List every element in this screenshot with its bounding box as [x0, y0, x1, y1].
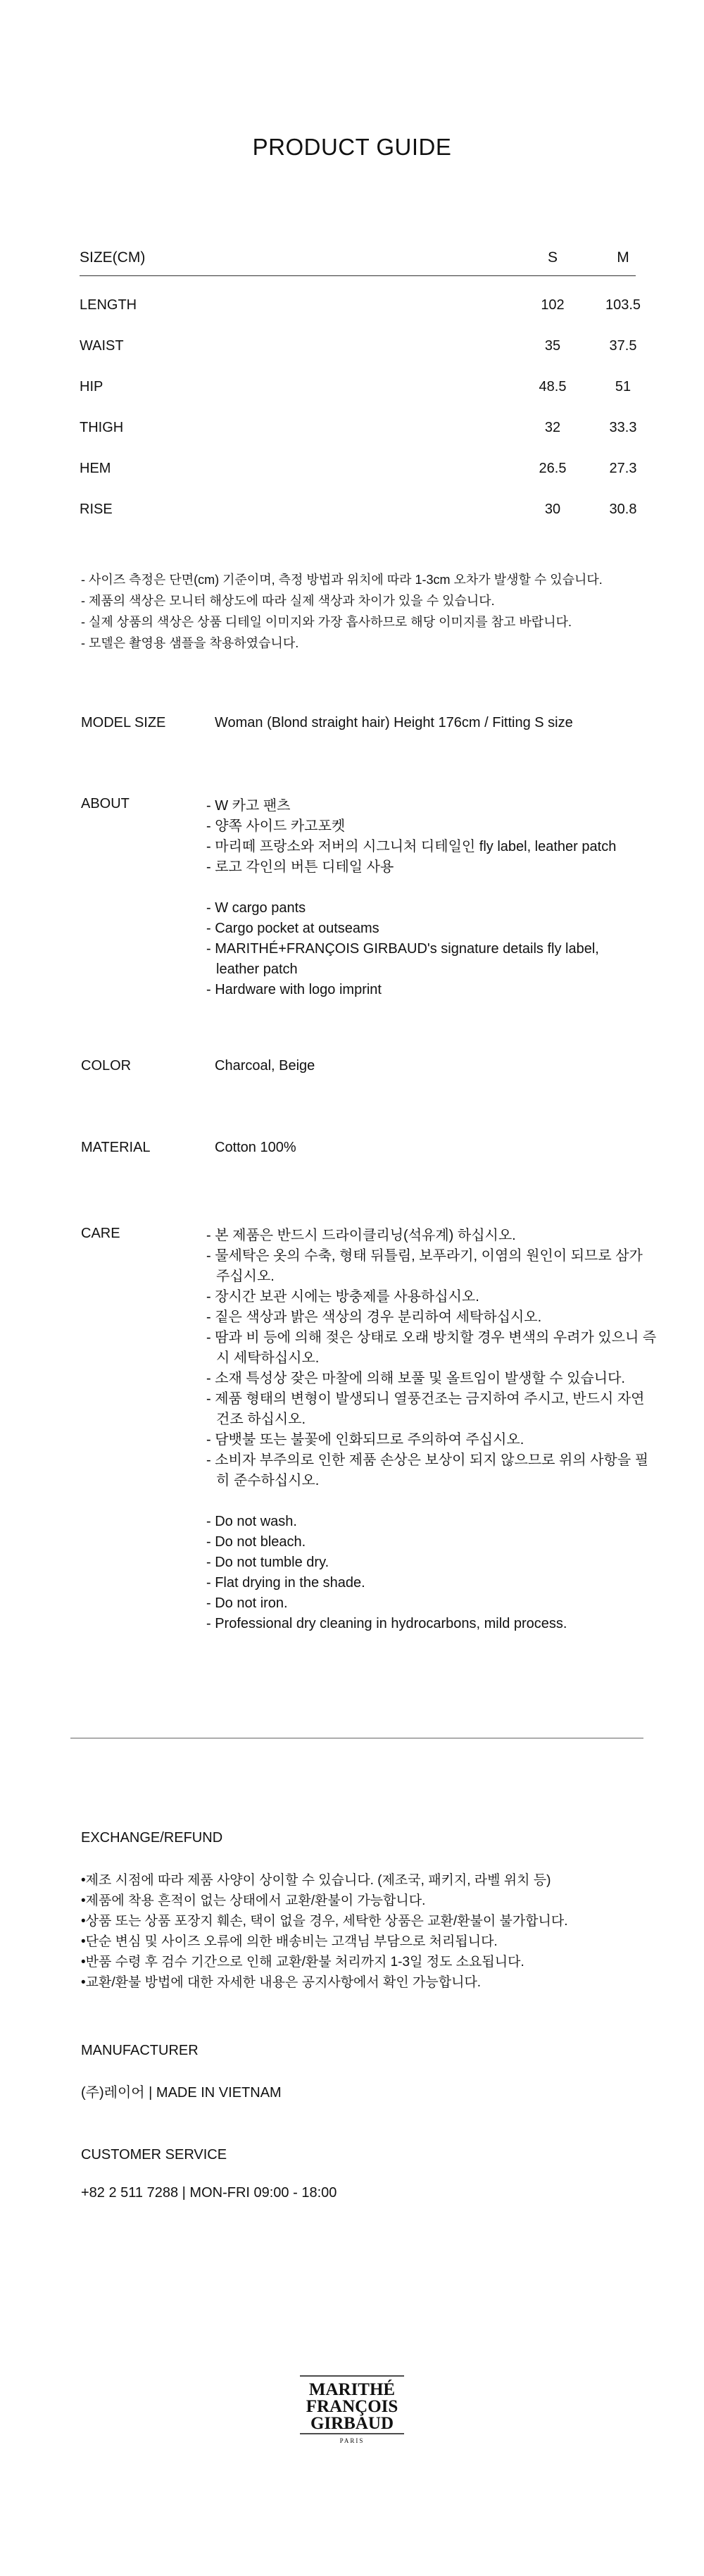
logo-line-3: GIRBAUD: [310, 2414, 394, 2433]
care-item: - 담뱃불 또는 불꽃에 인화되므로 주의하여 주십시오.: [206, 1432, 524, 1448]
care-item: - Do not iron.: [206, 1595, 288, 1611]
row-value-s: 102: [541, 297, 565, 313]
size-s-header: S: [547, 249, 558, 266]
page-title: PRODUCT GUIDE: [252, 134, 452, 160]
row-value-m: 33.3: [609, 420, 637, 435]
about-item: - W cargo pants: [206, 900, 306, 916]
row-value-s: 30: [544, 502, 561, 517]
care-item: - Flat drying in the shade.: [206, 1575, 365, 1591]
list-item: •반품 수령 후 검수 기간으로 인해 교환/환불 처리까지 1-3일 정도 소요됩니다.: [81, 1955, 524, 1970]
table-row: [80, 502, 636, 542]
about-item: - W 카고 팬츠: [206, 798, 291, 814]
care-item: - Do not tumble dry.: [206, 1555, 329, 1570]
row-value-m: 27.3: [609, 461, 637, 476]
care-item: - 소재 특성상 잦은 마찰에 의해 보풀 및 올트임이 발생할 수 있습니다.: [206, 1371, 625, 1386]
care-item: - 땀과 비 등에 의해 젖은 상태로 오래 방치할 경우 변색의 우려가 있으니 즉시 세탁하십시오.: [206, 1330, 657, 1366]
logo-line-1: MARITHÉ: [308, 2380, 396, 2399]
row-value-s: 35: [544, 338, 561, 354]
customer-service-title: CUSTOMER SERVICE: [81, 2147, 227, 2163]
size-notes: [81, 569, 658, 654]
row-value-m: 30.8: [609, 502, 637, 517]
exchange-refund-title: EXCHANGE/REFUND: [81, 1830, 223, 1846]
row-value-s: 26.5: [539, 461, 567, 476]
size-column-header: SIZE(CM): [80, 249, 146, 266]
about-item: - 마리떼 프랑소와 저버의 시그니처 디테일인 fly label, leather patch: [206, 839, 617, 854]
logo-line-2: FRANÇOIS: [306, 2397, 398, 2416]
row-value-s: 48.5: [539, 379, 567, 394]
material-label: MATERIAL: [81, 1140, 151, 1155]
about-details: [206, 796, 657, 1000]
list-item: •단순 변심 및 사이즈 오류에 의한 배송비는 고객님 부담으로 처리됩니다.: [81, 1934, 498, 1949]
model-size-value: Woman (Blond straight hair) Height 176cm / Fitting S size: [215, 715, 573, 730]
manufacturer-title: MANUFACTURER: [81, 2043, 199, 2058]
about-item: - Hardware with logo imprint: [206, 982, 382, 997]
row-value-m: 51: [615, 379, 631, 394]
about-item: - Cargo pocket at outseams: [206, 921, 379, 936]
care-item: - Do not bleach.: [206, 1534, 306, 1550]
care-details: [206, 1226, 657, 1634]
row-value-m: 37.5: [609, 338, 637, 354]
row-label: RISE: [80, 502, 113, 517]
row-label: HIP: [80, 379, 103, 394]
size-table-header: [80, 247, 636, 276]
care-item: - 짙은 색상과 밝은 색상의 경우 분리하여 세탁하십시오.: [206, 1309, 542, 1325]
list-item: •교환/환불 방법에 대한 자세한 내용은 공지사항에서 확인 가능합니다.: [81, 1975, 482, 1990]
care-label: CARE: [81, 1226, 120, 1241]
about-item: - MARITHÉ+FRANÇOIS GIRBAUD's signature details fly label, leather patch: [206, 941, 599, 977]
color-value: Charcoal, Beige: [215, 1058, 315, 1074]
note-line: - 실제 상품의 색상은 상품 디테일 이미지와 가장 흡사하므로 해당 이미지를 참고 바랍니다.: [81, 615, 572, 629]
row-label: WAIST: [80, 338, 124, 354]
note-line: - 사이즈 측정은 단면(cm) 기준이며, 측정 방법과 위치에 따라 1-3cm 오차가 발생할 수 있습니다.: [81, 573, 603, 587]
table-row: [80, 297, 641, 338]
row-label: LENGTH: [80, 297, 137, 313]
material-value: Cotton 100%: [215, 1140, 296, 1155]
logo-sub: PARIS: [339, 2437, 365, 2444]
care-item: - Do not wash.: [206, 1514, 297, 1529]
row-label: THIGH: [80, 420, 124, 435]
about-item: - 양쪽 사이드 카고포켓: [206, 819, 346, 834]
table-row: [80, 461, 636, 502]
care-item: - 소비자 부주의로 인한 제품 손상은 보상이 되지 않으므로 위의 사항을 필히 준수하십시오.: [206, 1452, 649, 1488]
about-item: - 로고 각인의 버튼 디테일 사용: [206, 859, 394, 875]
exchange-refund-list: [81, 1870, 672, 1993]
manufacturer-value: (주)레이어 | MADE IN VIETNAM: [81, 2085, 282, 2101]
care-item: - 장시간 보관 시에는 방충제를 사용하십시오.: [206, 1289, 479, 1305]
size-m-header: M: [617, 249, 629, 266]
care-item: - 제품 형태의 변형이 발생되니 열풍건조는 금지하여 주시고, 반드시 자연건조 하십시오.: [206, 1391, 645, 1427]
color-label: COLOR: [81, 1058, 132, 1074]
care-item: - 물세탁은 옷의 수축, 형태 뒤틀림, 보푸라기, 이염의 원인이 되므로 삼가 주십시오.: [206, 1248, 643, 1284]
row-label: HEM: [80, 461, 111, 476]
care-item: - Professional dry cleaning in hydrocarbons, mild process.: [206, 1616, 567, 1631]
care-item: - 본 제품은 반드시 드라이클리닝(석유계) 하십시오.: [206, 1228, 516, 1243]
row-value-m: 103.5: [605, 297, 641, 313]
model-size-label: MODEL SIZE: [81, 715, 166, 730]
brand-logo: [296, 2374, 408, 2446]
note-line: - 모델은 촬영용 샘플을 착용하였습니다.: [81, 636, 299, 650]
table-row: [80, 379, 636, 420]
note-line: - 제품의 색상은 모니터 해상도에 따라 실제 색상과 차이가 있을 수 있습니다.: [81, 594, 495, 608]
list-item: •제품에 착용 흔적이 없는 상태에서 교환/환불이 가능합니다.: [81, 1893, 426, 1908]
row-value-s: 32: [544, 420, 561, 435]
table-row: [80, 420, 636, 461]
customer-service-value: +82 2 511 7288 | MON-FRI 09:00 - 18:00: [81, 2185, 337, 2201]
list-item: •제조 시점에 따라 제품 사양이 상이할 수 있습니다. (제조국, 패키지, 라벨 위치 등): [81, 1873, 551, 1888]
list-item: •상품 또는 상품 포장지 훼손, 택이 없을 경우, 세탁한 상품은 교환/환불이 불가합니다.: [81, 1914, 568, 1929]
table-row: [80, 338, 636, 379]
about-label: ABOUT: [81, 796, 130, 811]
